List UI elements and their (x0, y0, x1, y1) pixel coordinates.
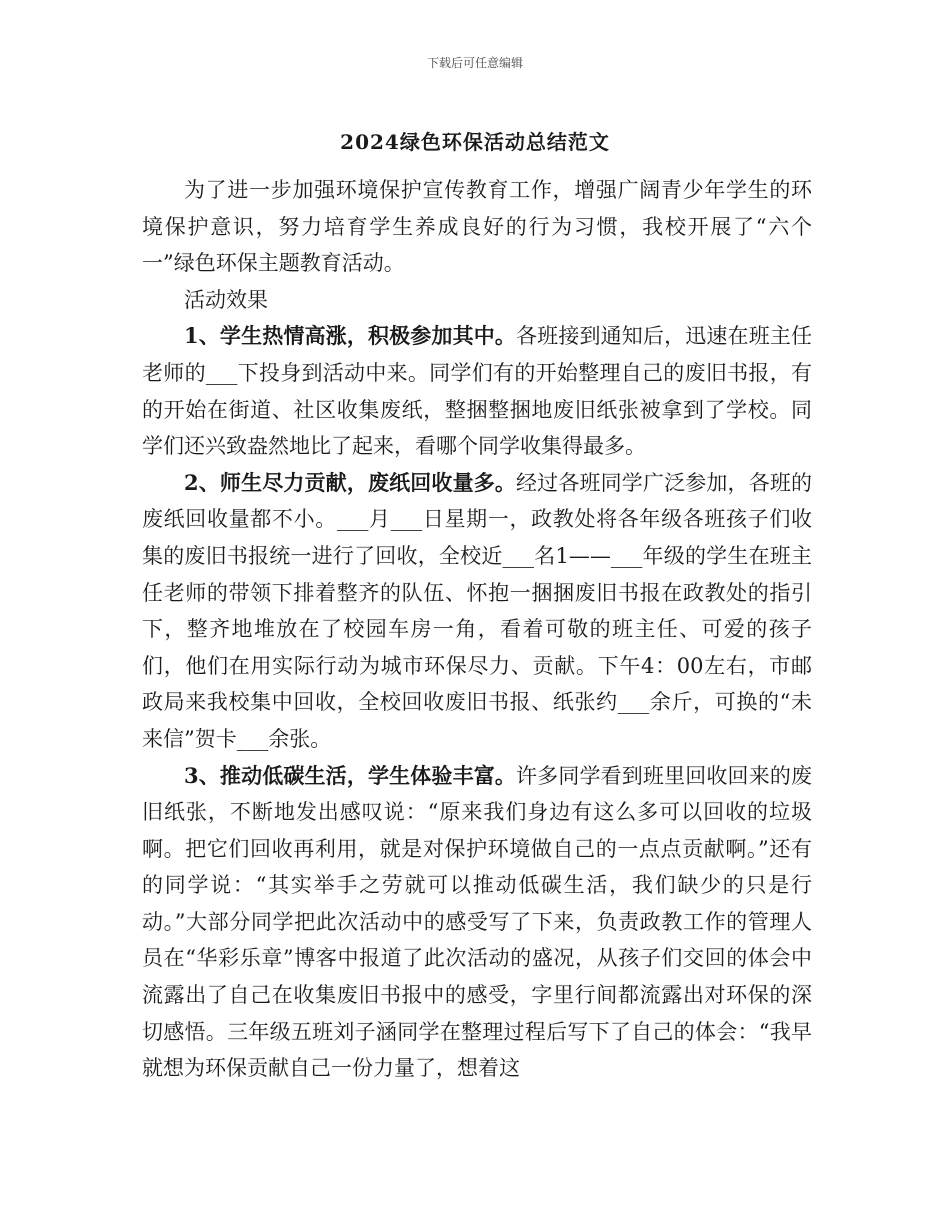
paragraph-lead: 1、学生热情高涨，积极参加其中。 (184, 323, 517, 349)
paragraph-text: 活动效果 (184, 287, 268, 312)
paragraph (142, 172, 812, 282)
paragraph (142, 282, 812, 319)
paragraph (142, 758, 812, 1087)
document-body (142, 172, 812, 1087)
paragraph (142, 465, 812, 758)
paragraph-lead: 3、推动低碳生活，学生体验丰富。 (184, 762, 517, 788)
page-header: 下载后可任意编辑 (426, 56, 523, 70)
document-title: 2024绿色环保活动总结范文 (340, 130, 610, 154)
paragraph-text: 各班接到通知后，迅速在班主任老师的___下投身到活动中来。同学们有的开始整理自己的废旧书报，有的开始在街道、社区收集废纸，整捆整捆地废旧纸张被拿到了学校。同学们还兴致盎然地比了起来，看哪个同学收集得最多。 (142, 324, 812, 459)
paragraph (142, 318, 812, 464)
paragraph-text: 为了进一步加强环境保护宣传教育工作，增强广阔青少年学生的环境保护意识，努力培育学生养成良好的行为习惯，我校开展了“六个一”绿色环保主题教育活动。 (142, 178, 812, 276)
paragraph-text: 许多同学看到班里回收回来的废旧纸张，不断地发出感叹说：“原来我们身边有这么多可以回收的垃圾啊。把它们回收再利用，就是对保护环境做自己的一点点贡献啊。”还有的同学说：“其实举手之劳就可以推动低碳生活，我们缺少的只是行动。”大部分同学把此次活动中的感受写了下来，负责政教工作的管理人员在“华彩乐章”博客中报道了此次活动的盛况，从孩子们交回的体会中流露出了自己在收集废旧书报中的感受，字里行间都流露出对环保的深切感悟。三年级五班刘子涵同学在整理过程后写下了自己的体会：“我早就想为环保贡献自己一份力量了，想着这 (142, 763, 812, 1081)
paragraph-text: 经过各班同学广泛参加，各班的废纸回收量都不小。___月___日星期一，政教处将各年级各班孩子们收集的废旧书报统一进行了回收，全校近___名1——___年级的学生在班主任老师的带领下排着整齐的队伍、怀抱一捆捆废旧书报在政教处的指引下，整齐地堆放在了校园车房一角，看着可敬的班主任、可爱的孩子们，他们在用实际行动为城市环保尽力、贡献。下午4：00左右，市邮政局来我校集中回收，全校回收废旧书报、纸张约___余斤，可换的“未来信”贺卡___余张。 (142, 470, 812, 751)
paragraph-lead: 2、师生尽力贡献，废纸回收量多。 (184, 469, 517, 495)
